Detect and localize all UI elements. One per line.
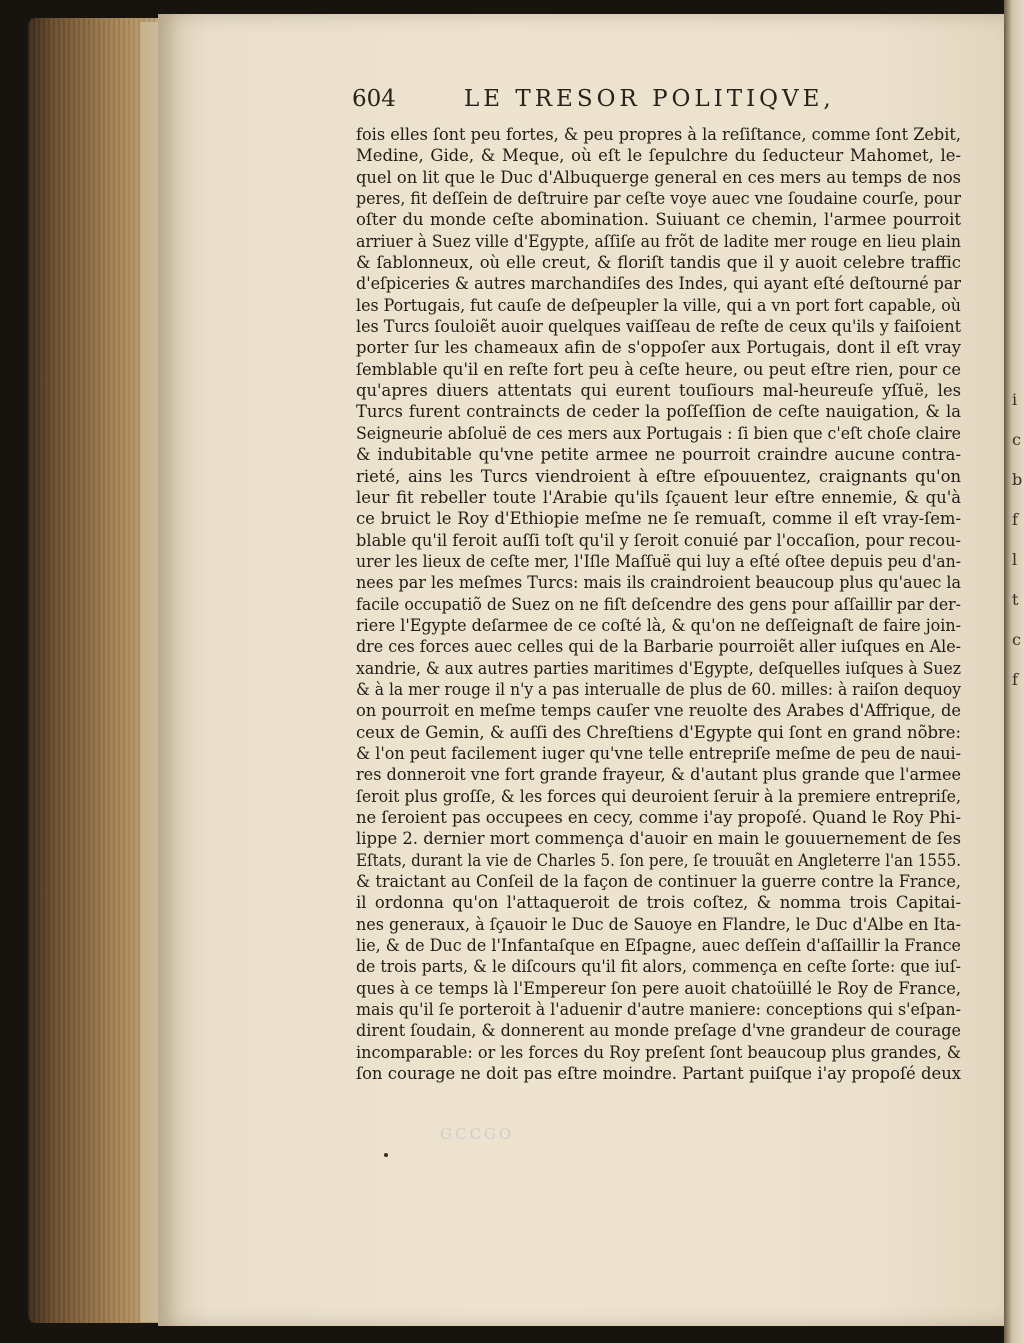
text-line: res donneroit vne fort grande frayeur, & d'autant plus grande que l'armee (356, 765, 961, 785)
text-line: peres, fit deſſein de deſtruire par ceſte voye auec vne ſoudaine courſe, pour (356, 189, 961, 209)
book-spine (28, 18, 158, 1323)
text-line: xandrie, & aux autres parties maritimes d'Egypte, deſquelles iuſques à Suez (356, 658, 961, 678)
library-stamp: GCCGO (440, 1125, 515, 1143)
text-line: lie, & de Duc de l'Infantaſque en Eſpagne, auec deſſein d'aſſaillir la France (356, 936, 961, 956)
text-line: & traictant au Conſeil de la façon de continuer la guerre contre la France, (356, 872, 961, 892)
right-page-mark: c (1012, 630, 1021, 649)
text-line: & l'on peut facilement iuger qu'vne telle entrepriſe meſme de peu de naui- (356, 743, 961, 763)
ink-spot (384, 1153, 388, 1157)
right-page-mark: b (1012, 470, 1023, 489)
text-line: porter ſur les chameaux afin de s'oppoſer aux Portugais, dont il eſt vray (356, 338, 961, 358)
text-line: on pourroit en meſme temps cauſer vne reuolte des Arabes d'Affrique, de (356, 701, 961, 721)
text-line: les Portugais, fut cauſe de deſpeupler la ville, qui a vn port fort capable, où (356, 295, 961, 315)
text-line: qu'apres diuers attentats qui eurent touſiours mal-heureuſe yſſuë, les (356, 381, 961, 401)
text-line: dirent ſoudain, & donnerent au monde preſage d'vne grandeur de courage (356, 1021, 961, 1041)
right-page-mark: f (1012, 670, 1018, 689)
text-line: riere l'Egypte deſarmee de ce coſté là, & qu'on ne deſſeignaſt de faire join- (356, 615, 961, 635)
text-line: ſeroit plus groſſe, & les forces qui deuroient ſeruir à la premiere entrepriſe, (356, 786, 961, 806)
right-page-mark: l (1012, 550, 1018, 569)
right-page-marks (1012, 380, 1024, 700)
text-line: rieté, ains les Turcs viendroient à eſtre eſpouuentez, craignants qu'on (356, 466, 961, 486)
text-line: fois elles ſont peu fortes, & peu propres à la reſiſtance, comme ſont Zebit, (356, 125, 961, 144)
text-line: ques à ce temps là l'Empereur ſon pere auoit chatoüillé le Roy de France, (356, 978, 961, 998)
text-line: nees par les meſmes Turcs: mais ils craindroient beaucoup plus qu'auec la (356, 573, 961, 593)
text-line: leur fit rebeller toute l'Arabie qu'ils ſçauent leur eſtre ennemie, & qu'à (356, 487, 961, 507)
text-line: quel on lit que le Duc d'Albuquerge general en ces mers au temps de nos (356, 167, 961, 187)
text-line: Eſtats, durant la vie de Charles 5. ſon pere, ſe trouuãt en Angleterre l'an 1555. (356, 850, 961, 870)
text-line: & à la mer rouge il n'y a pas interualle de plus de 60. milles: à raiſon dequoy (356, 679, 961, 699)
text-line: Seigneurie abſoluë de ces mers aux Portugais : ſi bien que c'eſt choſe claire (356, 423, 961, 443)
text-line: dre ces forces auec celles qui de la Barbarie pourroiẽt aller iuſques en Ale- (356, 637, 961, 657)
text-line: ceux de Gemin, & auſſi des Chreſtiens d'Egypte qui ſont en grand nõbre: (356, 722, 961, 742)
text-line: les Turcs ſouloiẽt auoir quelques vaiſſeau de reſte de ceux qu'ils y faiſoient (356, 317, 961, 337)
running-title: LE TRESOR POLITIQVE, (464, 86, 835, 112)
running-head (352, 86, 972, 118)
text-line: incomparable: or les forces du Roy preſent ſont beaucoup plus grandes, & (356, 1042, 961, 1062)
text-line: ce bruict le Roy d'Ethiopie meſme ne ſe remuaſt, comme il eſt vray-ſem- (356, 509, 961, 529)
text-line: & ſablonneux, où elle creut, & floriſt tandis que il y auoit celebre traffic (356, 253, 961, 273)
text-line: Turcs furent contraincts de ceder la poſſeſſion de ceſte nauigation, & la (356, 402, 961, 422)
text-line: ſon courage ne doit pas eſtre moindre. Partant puiſque i'ay propoſé deux (356, 1064, 961, 1084)
text-line: nes generaux, à ſçauoir le Duc de Sauoye en Flandre, le Duc d'Albe en Ita- (356, 914, 961, 934)
text-line: Medine, Gide, & Meque, où eſt le ſepulchre du ſeducteur Mahomet, le- (356, 146, 961, 166)
text-line: d'eſpiceries & autres marchandiſes des Indes, qui ayant eſté deſtourné par (356, 274, 961, 294)
right-page-mark: t (1012, 590, 1019, 609)
text-line: ne ſeroient pas occupees en cecy, comme i'ay propoſé. Quand le Roy Phi- (356, 808, 961, 827)
right-page-mark: f (1012, 510, 1018, 529)
text-line: facile occupatiõ de Suez on ne fiſt deſcendre des gens pour aſſaillir par der- (356, 594, 961, 614)
text-line: urer les lieux de ceſte mer, l'Iſle Maſſuë qui luy a eſté oſtee depuis peu d'an- (356, 551, 961, 571)
text-line: il ordonna qu'on l'attaqueroit de trois coſtez, & nomma trois Capitai- (356, 893, 961, 913)
text-line: mais qu'il ſe porteroit à l'aduenir d'autre maniere: conceptions qui s'eſpan- (356, 1000, 961, 1020)
right-page-mark: c (1012, 430, 1021, 449)
right-page-mark: i (1012, 390, 1018, 409)
text-line: arriuer à Suez ville d'Egypte, aſſiſe au frõt de ladite mer rouge en lieu plain (356, 231, 961, 251)
text-line: blable qu'il feroit auſſi toſt qu'il y ſeroit conuié par l'occaſion, pour recou- (356, 530, 961, 550)
page-number: 604 (352, 86, 396, 112)
text-line: & indubitable qu'vne petite armee ne pourroit craindre aucune contra- (356, 445, 961, 465)
text-line: oſter du monde ceſte abomination. Suiuant ce chemin, l'armee pourroit (356, 210, 961, 230)
body-text (356, 124, 961, 1084)
text-line: de trois parts, & le diſcours qu'il fit alors, commença en ceſte ſorte: que iuſ- (356, 957, 961, 977)
text-line: ſemblable qu'il en reſte fort peu à ceſte heure, ou peut eſtre rien, pour ce (356, 359, 961, 379)
text-line: lippe 2. dernier mort commença d'auoir en main le gouuernement de ſes (356, 829, 961, 849)
